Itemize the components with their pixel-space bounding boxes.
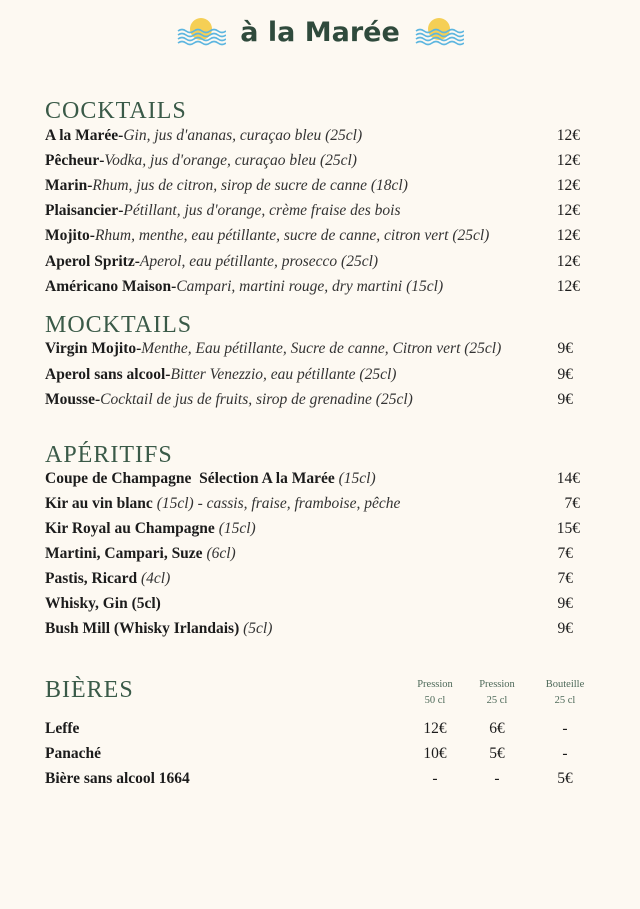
column-header-type: Pression <box>417 679 453 690</box>
item-description: (15cl) - cassis, fraise, framboise, pêche <box>152 495 401 512</box>
item-separator: - <box>99 152 105 169</box>
item-name: Kir au vin blanc <box>45 495 153 512</box>
price-bouteille-25: - <box>562 745 568 762</box>
column-header-type: Pression <box>479 679 515 690</box>
beer-name: Bière sans alcool 1664 <box>45 770 190 787</box>
column-header-size: 25 cl <box>486 695 508 706</box>
price-pression-50: 12€ <box>423 720 447 737</box>
item-separator: - <box>136 340 142 357</box>
item-description: Rhum, jus de citron, sirop de sucre de canne (18cl) <box>92 177 408 194</box>
item-description: Cocktail de jus de fruits, sirop de grenadine (25cl) <box>100 391 413 408</box>
section-title-mocktails: MOCKTAILS <box>45 312 193 338</box>
item-description: (5cl) <box>239 620 273 637</box>
item-name: Whisky, Gin (5cl) <box>45 595 161 612</box>
item-price: 12€ <box>556 278 580 295</box>
item-price: 9€ <box>557 340 573 357</box>
item-description: Bitter Venezzio, eau pétillante (25cl) <box>170 366 397 383</box>
menu-item <box>45 391 580 413</box>
menu-item <box>45 545 580 567</box>
price-pression-25: - <box>494 770 500 787</box>
item-name: Aperol Spritz <box>45 253 135 270</box>
item-price: 7€ <box>557 545 573 562</box>
beer-name: Leffe <box>45 720 80 737</box>
sun-waves-icon <box>176 15 226 49</box>
column-header <box>467 677 527 709</box>
item-separator: - <box>118 127 124 144</box>
menu-item <box>45 570 580 592</box>
item-price: 12€ <box>556 227 580 244</box>
beer-row <box>45 720 590 742</box>
item-description: (4cl) <box>137 570 171 587</box>
beer-name: Panaché <box>45 745 101 762</box>
column-header-size: 25 cl <box>554 695 576 706</box>
menu-item <box>45 520 580 542</box>
item-description: (15cl) <box>214 520 256 537</box>
item-name: Coupe de Champagne Sélection A la Marée <box>45 470 335 487</box>
item-name: Mojito <box>45 227 90 244</box>
item-price: 9€ <box>557 366 573 383</box>
item-name: Kir Royal au Champagne <box>45 520 215 537</box>
menu-item <box>45 470 580 492</box>
menu-item <box>45 278 580 300</box>
item-name: Mousse <box>45 391 95 408</box>
menu-item <box>45 495 580 517</box>
item-separator: - <box>165 366 171 383</box>
price-bouteille-25: - <box>562 720 568 737</box>
menu-item <box>45 366 580 388</box>
menu-item <box>45 340 580 362</box>
item-price: 7€ <box>557 570 573 587</box>
item-separator: - <box>171 278 177 295</box>
price-bouteille-25: 5€ <box>557 770 573 787</box>
item-price: 12€ <box>556 127 580 144</box>
item-price: 12€ <box>556 202 580 219</box>
item-price: 9€ <box>557 595 573 612</box>
item-price: 14€ <box>556 470 580 487</box>
menu-item <box>45 202 580 224</box>
menu-header <box>0 12 640 52</box>
section-title-cocktails: COCKTAILS <box>45 98 187 124</box>
item-price: 12€ <box>556 253 580 270</box>
item-name: Pêcheur <box>45 152 100 169</box>
menu-item <box>45 595 580 617</box>
item-separator: - <box>118 202 124 219</box>
price-pression-25: 5€ <box>489 745 505 762</box>
item-name: Plaisancier <box>45 202 119 219</box>
price-pression-25: 6€ <box>489 720 505 737</box>
item-name: Américano Maison <box>45 278 172 295</box>
item-name: A la Marée <box>45 127 119 144</box>
menu-item <box>45 227 580 249</box>
menu-item <box>45 620 580 642</box>
item-name: Martini, Campari, Suze <box>45 545 203 562</box>
column-header <box>405 677 465 709</box>
menu-item <box>45 253 580 275</box>
price-pression-50: 10€ <box>423 745 447 762</box>
item-description: Rhum, menthe, eau pétillante, sucre de canne, citron vert (25cl) <box>94 227 490 244</box>
item-description: Campari, martini rouge, dry martini (15cl) <box>176 278 444 295</box>
item-price: 15€ <box>556 520 580 537</box>
menu-item <box>45 127 580 149</box>
item-separator: - <box>134 253 140 270</box>
item-separator: - <box>89 227 95 244</box>
item-name: Virgin Mojito <box>45 340 137 357</box>
item-description: Gin, jus d'ananas, curaçao bleu (25cl) <box>123 127 363 144</box>
item-name: Bush Mill (Whisky Irlandais) <box>45 620 240 637</box>
item-description: Aperol, eau pétillante, prosecco (25cl) <box>139 253 379 270</box>
item-price: 9€ <box>557 620 573 637</box>
item-price: 7€ <box>564 495 580 512</box>
sun-waves-icon <box>414 15 464 49</box>
item-separator: - <box>87 177 93 194</box>
item-description: Pétillant, jus d'orange, crème fraise des bois <box>123 202 401 219</box>
item-price: 12€ <box>556 152 580 169</box>
menu-item <box>45 152 580 174</box>
item-name: Pastis, Ricard <box>45 570 138 587</box>
column-header-size: 50 cl <box>424 695 446 706</box>
item-description: Menthe, Eau pétillante, Sucre de canne, Citron vert (25cl) <box>141 340 502 357</box>
item-name: Aperol sans alcool <box>45 366 166 383</box>
column-header-type: Bouteille <box>545 679 585 690</box>
restaurant-name: à la Marée <box>240 16 400 48</box>
beer-row <box>45 770 590 792</box>
section-title-bieres: BIÈRES <box>45 677 134 703</box>
menu-item <box>45 177 580 199</box>
item-description: (6cl) <box>202 545 236 562</box>
column-header <box>535 677 595 709</box>
item-price: 9€ <box>557 391 573 408</box>
item-separator: - <box>94 391 101 408</box>
beer-row <box>45 745 590 767</box>
item-description: (15cl) <box>334 470 376 487</box>
item-description: Vodka, jus d'orange, curaçao bleu (25cl) <box>104 152 357 169</box>
item-name: Marin <box>45 177 88 194</box>
section-title-aperitifs: APÉRITIFS <box>45 442 173 468</box>
item-price: 12€ <box>556 177 580 194</box>
price-pression-50: - <box>432 770 438 787</box>
